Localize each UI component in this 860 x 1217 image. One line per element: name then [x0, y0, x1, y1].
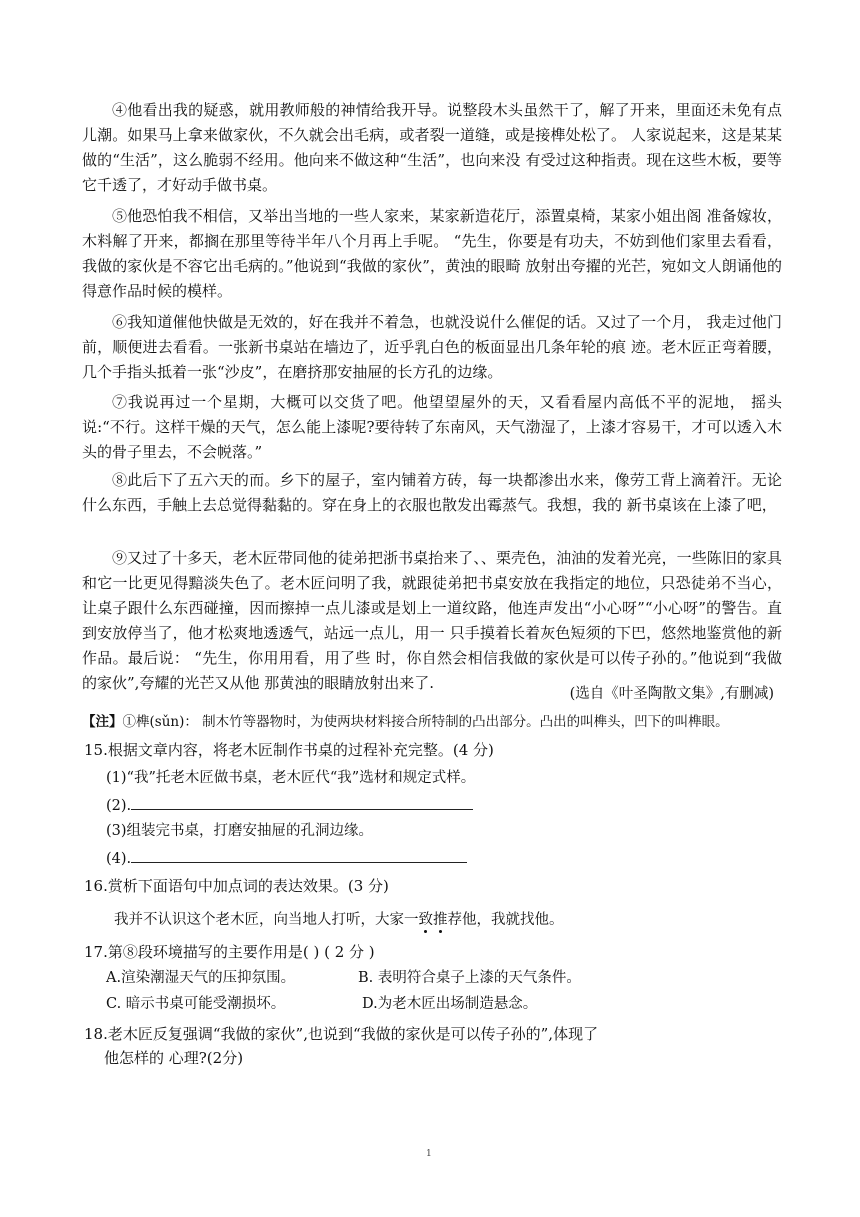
sentence-before: 我并不认识这个老木匠，向当地人打听，大家一	[114, 912, 419, 928]
dotted-char-2: 推	[433, 912, 448, 928]
question-16-sentence	[114, 908, 564, 932]
footnote-tag: 【注】	[82, 714, 123, 730]
option-b: B. 表明符合桌子上漆的天气条件。	[358, 970, 581, 986]
question-15-step-1: (1)“我”托老木匠做书桌，老木匠代“我”选材和规定式样。	[106, 770, 476, 786]
paragraph-4: ④他看出我的疑惑，就用教师般的神情给我开导。说整段木头虽然干了，解了开来，里面还未免有点儿潮。如果马上拿来做家伙，不久就会出毛病，或者裂一道缝，或是接榫处松了。 人家说起来，这是某某做的“生活”，这么脆弱不经用。他向来不做这种“生活”，也向来没 有受过这种指责。现在这些木板，要等它千透了，才好动手做书桌。	[82, 101, 782, 194]
option-d: D.为老木匠出场制造悬念。	[362, 996, 538, 1012]
question-17-title: 17.第⑧段环境描写的主要作用是( ) ( 2 分 )	[84, 943, 375, 961]
option-a: A.渲染潮湿天气的压抑氛围。	[106, 970, 296, 986]
page-number: 1	[426, 1149, 432, 1159]
paragraph-9: ⑨又过了十多天，老木匠带同他的徒弟把浙书桌抬来了、、栗壳色，油油的发着光亮，一些陈旧的家具和它一比更见得黯淡失色了。老木匠问明了我，就跟徒弟把书桌安放在我指定的地位，只恐徒弟不当心，让桌子跟什么东西碰撞，因而擦掉一点儿漆或是划上一道纹路，他连声发出“小心呀”“小心呀”的警告。直到安放停当了，他才松爽地透透气，站远一点儿，用一 只手摸着长着灰色短须的下巴，悠然地鉴赏他的新作品。最后说： “先生，你用用看，用了些 时，你自然会相信我做的家伙是可以传子孙的。”他说到“我做的家伙”,夸耀的光芒又从他 那黄浊的眼睛放射出来了.	[82, 549, 782, 692]
footnote-text: ①榫(sǔn)： 制木竹等器物时，为使两块材料接合所特制的凸出部分。凸出的叫榫头，凹下的叫榫眼。	[122, 714, 729, 730]
footnote	[82, 711, 802, 733]
answer-blank-4[interactable]	[131, 846, 467, 863]
question-16-title: 16.赏析下面语句中加点词的表达效果。(3 分)	[84, 877, 389, 895]
question-15-step-4	[106, 846, 467, 871]
paragraph-8: ⑧此后下了五六天的而。乡下的屋子，室内铺着方砖，每一块都渗出水来，像劳工背上滴着汗。无论什么东西，手触上去总觉得黏黏的。穿在身上的衣服也散发出霉蒸气。我想，我的 新书桌该在上漆了吧，	[82, 471, 782, 514]
paragraph-5: ⑤他恐怕我不相信，又举出当地的一些人家来，某家新造花厅，添置桌椅，某家小姐出阁 准备嫁妆，木料解了开来，都搁在那里等待半年八个月再上手呢。 “先生，你要是有功夫，不妨到他们家里去看看，我做的家伙是不容它出毛病的。”他说到“我做的家伙”，黄浊的眼畸 放射出夸擢的光芒，宛如文人朗诵他的得意作品时候的模样。	[82, 207, 782, 300]
paragraph-6: ⑥我知道催他快做是无效的，好在我并不着急，也就没说什么催促的话。又过了一个月， 我走过他门前，顺便进去看看。一张新书桌站在墙边了，近乎乳白色的板面显出几条年轮的痕 迹。老木匠正弯着腰，几个手指头抵着一张“沙皮”，在磨挤那安抽屉的长方孔的边缘。	[82, 313, 782, 381]
dotted-char-1: 致	[418, 912, 433, 928]
sentence-after: 荐他，我就找他。	[447, 912, 564, 928]
option-c: C. 暗示书桌可能受潮损坏。	[106, 996, 286, 1012]
paragraph-7: ⑦我说再过一个星期，大概可以交货了吧。他望望屋外的天，又看看屋内高低不平的泥地， 摇头说:“不行。这样干燥的天气，怎么能上漆呢?要待转了东南风，天气渤湿了，上漆才容易干，才可以透入木头的骨子里去，不会帨落。”	[82, 393, 782, 461]
source-citation: (选自《叶圣陶散文集》,有删减)	[569, 686, 774, 702]
question-15-step-4-label: (4).	[106, 851, 132, 867]
question-18-line-1: 18.老木匠反复强调“我做的家伙”,也说到“我做的家伙是可以传子孙的”,体现了	[84, 1025, 599, 1043]
question-15-step-2	[106, 793, 473, 818]
answer-blank-2[interactable]	[131, 793, 473, 810]
question-18-line-2: 他怎样的 心理?(2分)	[104, 1049, 244, 1067]
question-15-title: 15.根据文章内容，将老木匠制作书桌的过程补充完整。(4 分)	[84, 741, 494, 759]
question-15-step-3: (3)组装完书桌，打磨安抽屉的孔洞边缘。	[106, 823, 374, 839]
question-15-step-2-label: (2).	[106, 798, 132, 814]
